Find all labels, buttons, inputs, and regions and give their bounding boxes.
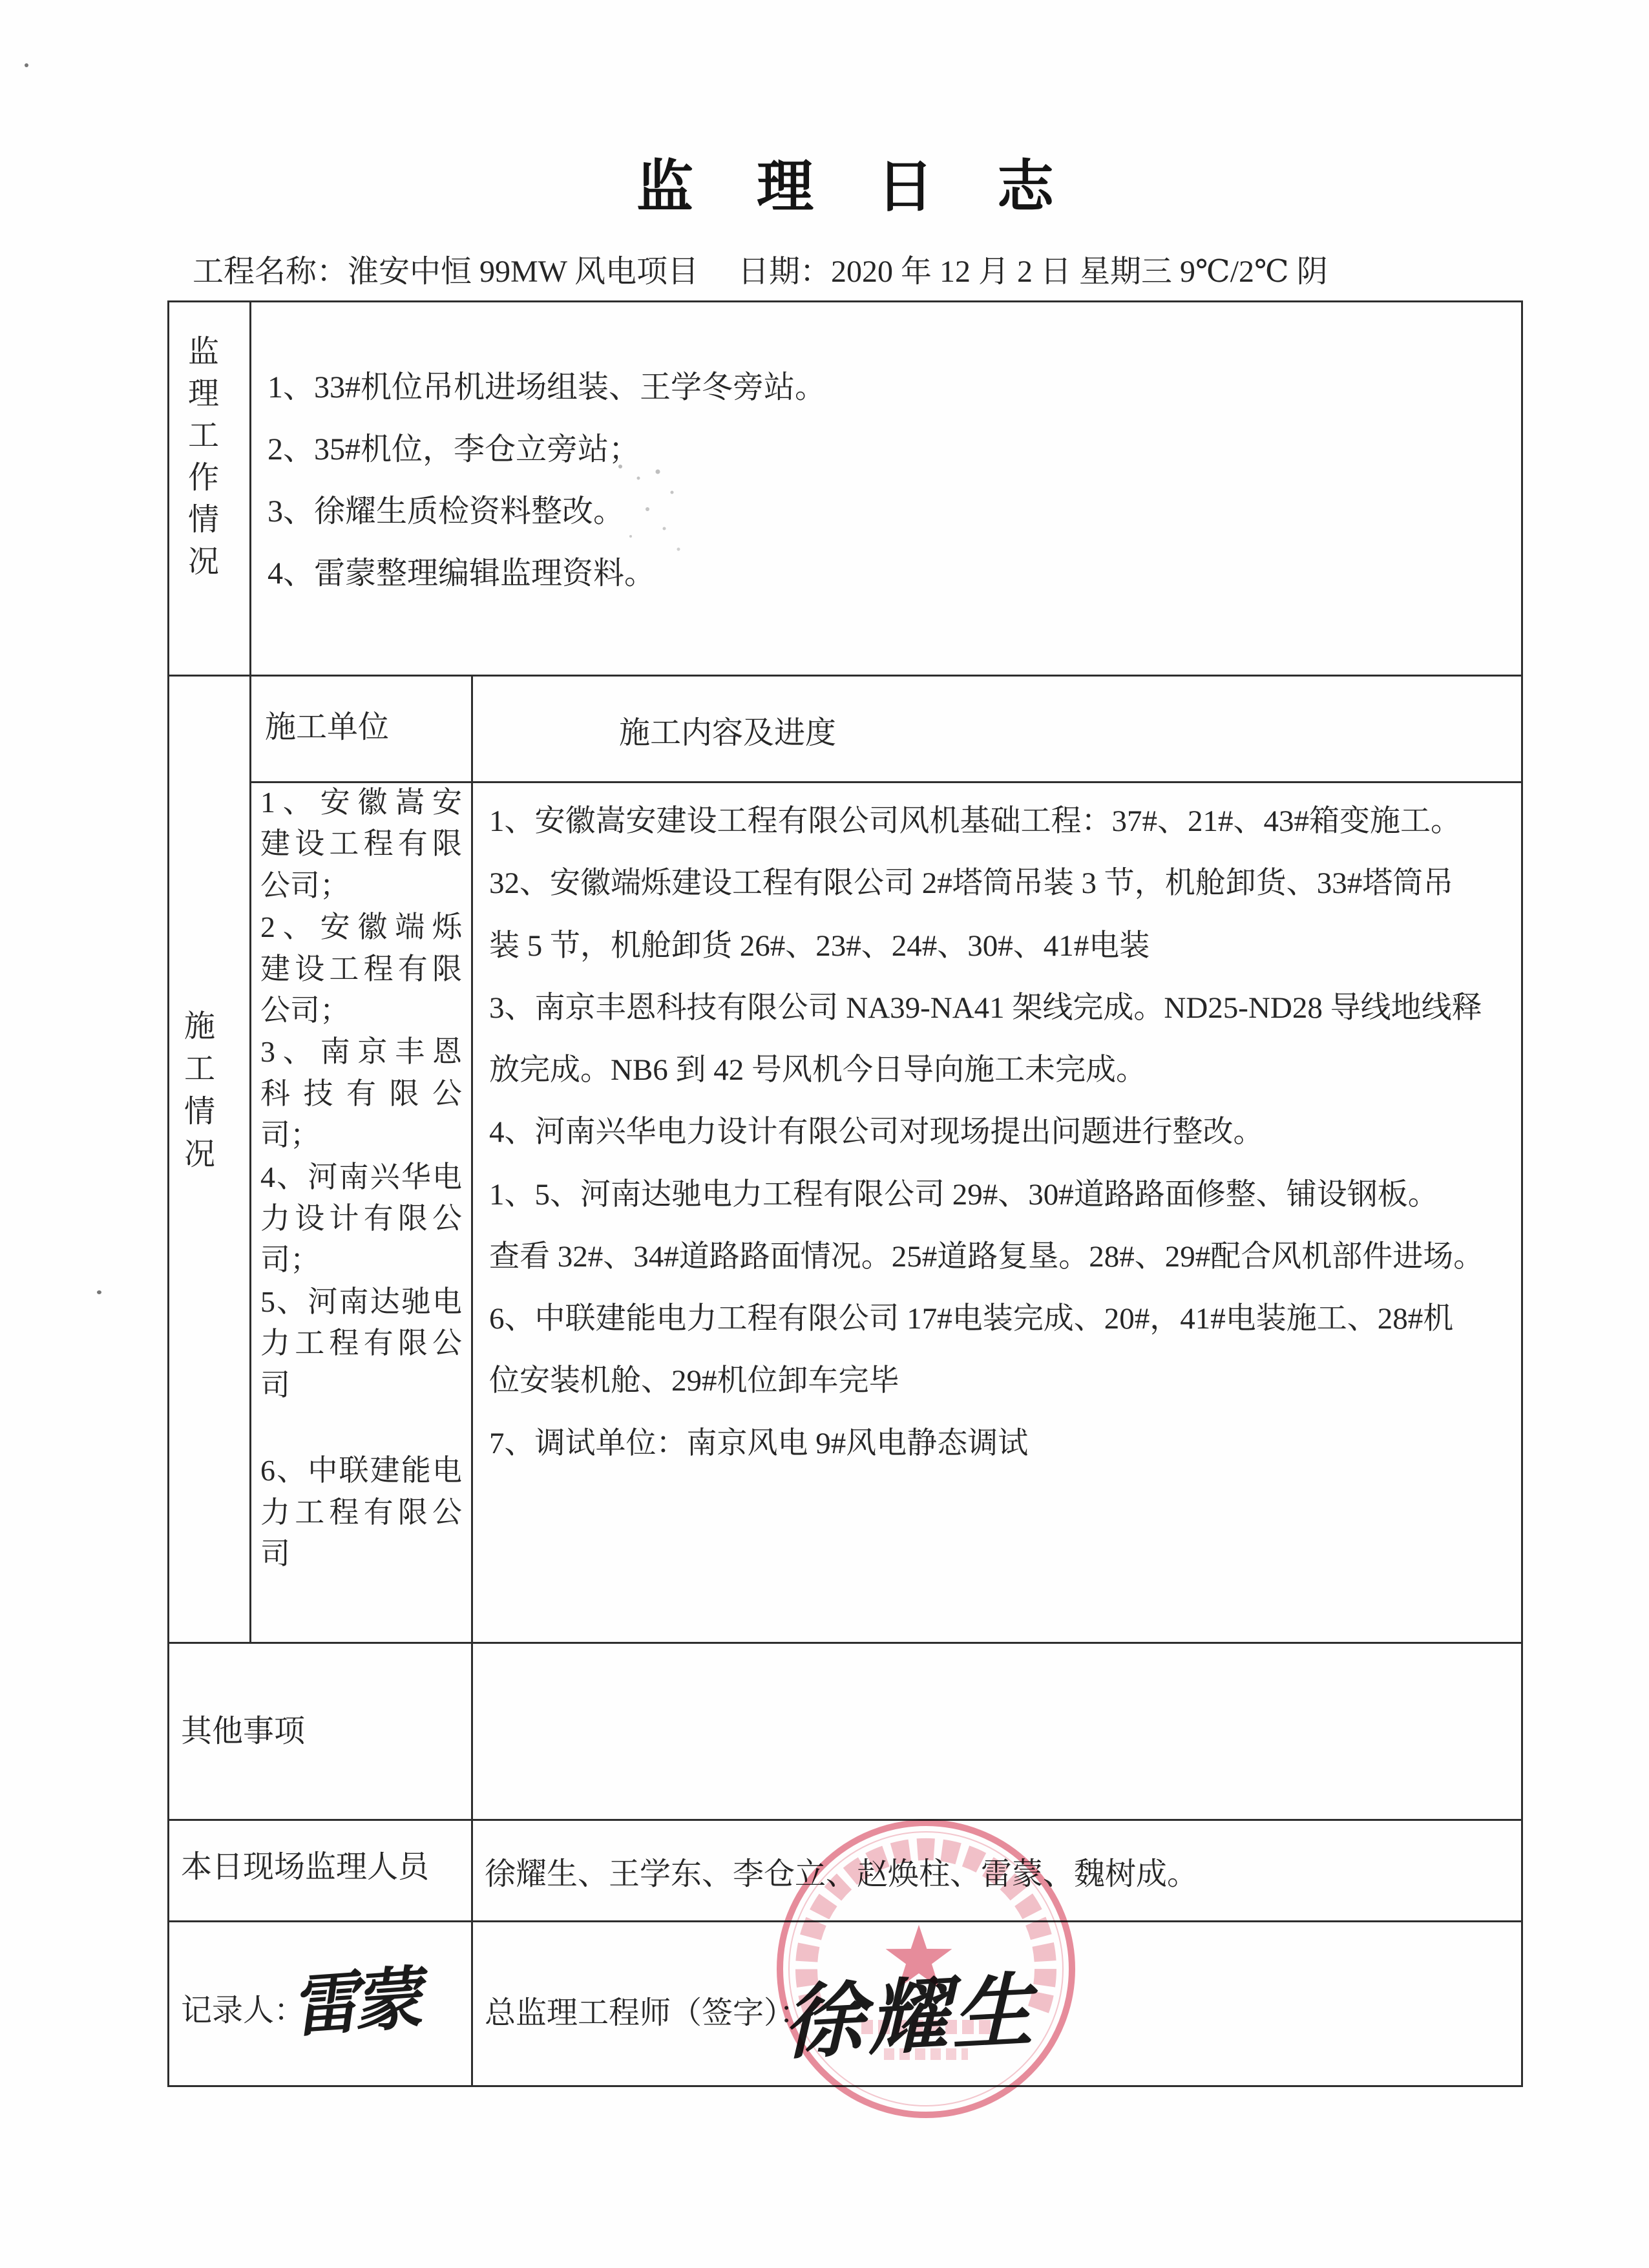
construction-unit-line: 6、中联建能电 — [260, 1454, 462, 1487]
construction-unit — [260, 1031, 462, 1156]
table-border-right — [1521, 300, 1523, 2087]
construction-unit-line: 力工程有限公 — [260, 1327, 462, 1360]
construction-unit-line: 司； — [260, 1118, 320, 1152]
construction-label: 施工情况 — [184, 1009, 215, 1171]
construction-unit-line: 公司； — [260, 868, 350, 902]
onsite-staff-label: 本日现场监理人员 — [181, 1850, 430, 1884]
supervision-work-item: 1、33#机位吊机进场组装、王学冬旁站。 — [268, 370, 826, 404]
progress-cell — [472, 782, 1521, 1643]
official-seal — [771, 1814, 1081, 2124]
construction-unit-line: 建设工程有限 — [260, 952, 462, 985]
progress-line: 1、5、河南达驰电力工程有限公司 29#、30#道路路面修整、铺设钢板。 — [489, 1177, 1438, 1212]
supervision-work-label: 监理工作情况 — [187, 335, 219, 579]
construction-unit-line: 力设计有限公 — [260, 1202, 462, 1235]
log-date: 日期：2020 年 12 月 2 日 星期三 9℃/2℃ 阴 — [738, 255, 1328, 289]
unit-cell — [250, 782, 472, 1643]
recorder-label: 记录人： — [181, 1993, 306, 2028]
seal-arc-lettering-texture — [806, 1849, 1045, 2010]
progress-line: 7、调试单位：南京风电 9#风电静态调试 — [489, 1426, 1029, 1460]
supervision-work-item: 2、35#机位，李仓立旁站； — [268, 432, 640, 467]
construction-unit-line: 公司； — [260, 994, 350, 1027]
construction-unit-line: 科技有限公 — [260, 1076, 462, 1110]
construction-unit-line: 2、安徽端烁 — [260, 910, 462, 944]
construction-unit-list — [260, 782, 462, 1575]
supervision-work-list — [268, 357, 826, 605]
supervision-work-item: 3、徐耀生质检资料整改。 — [268, 494, 625, 529]
progress-line: 位安装机舱、29#机位卸车完毕 — [489, 1364, 899, 1398]
scan-speck — [97, 1290, 101, 1294]
progress-line: 32、安徽端烁建设工程有限公司 2#塔筒吊装 3 节，机舱卸货、33#塔筒吊 — [489, 866, 1454, 901]
other-matters-content-cell — [472, 1643, 1521, 1820]
construction-unit-line: 4、河南兴华电 — [260, 1160, 462, 1193]
construction-unit — [260, 782, 462, 907]
other-matters-label: 其他事项 — [181, 1714, 306, 1748]
construction-unit-line: 1、安徽嵩安 — [260, 786, 462, 819]
construction-unit-line: 建设工程有限 — [260, 827, 462, 861]
construction-label-cell — [168, 675, 250, 1643]
progress-line: 装 5 节，机舱卸货 26#、23#、24#、30#、41#电装 — [489, 929, 1150, 963]
progress-line: 放完成。NB6 到 42 号风机今日导向施工未完成。 — [489, 1053, 1147, 1087]
construction-unit-line: 5、河南达驰电 — [260, 1285, 462, 1318]
seal-star — [886, 1925, 952, 1988]
construction-unit — [260, 1157, 462, 1281]
construction-unit — [260, 1450, 462, 1575]
progress-column-header: 施工内容及进度 — [619, 716, 837, 750]
project-name: 工程名称：淮安中恒 99MW 风电项目 — [193, 255, 699, 289]
progress-line: 3、南京丰恩科技有限公司 NA39-NA41 架线完成。ND25-ND28 导线地线释 — [489, 991, 1482, 1025]
scan-speck — [25, 63, 28, 67]
progress-list — [489, 790, 1484, 1475]
construction-unit — [260, 1281, 462, 1406]
supervision-work-item: 4、雷蒙整理编辑监理资料。 — [268, 556, 656, 591]
construction-unit-line: 力工程有限公 — [260, 1495, 462, 1529]
unit-column-header: 施工单位 — [265, 710, 390, 744]
chief-engineer-label: 总监理工程师（签字）： — [485, 1996, 811, 2030]
onsite-staff-names: 徐耀生、王学东、李仓立、赵焕柱、雷蒙、魏树成。 — [485, 1857, 1199, 1891]
chief-engineer-signature: 徐耀生 — [779, 1966, 1054, 2070]
construction-unit-line: 司 — [260, 1537, 290, 1570]
supervision-work-label-cell — [168, 301, 250, 675]
unit-header-cell — [250, 675, 472, 782]
progress-line: 1、安徽嵩安建设工程有限公司风机基础工程：37#、21#、43#箱变施工。 — [489, 804, 1461, 838]
progress-line: 6、中联建能电力工程有限公司 17#电装完成、20#，41#电装施工、28#机 — [489, 1302, 1454, 1336]
recorder-cell — [168, 1921, 472, 2086]
progress-line: 查看 32#、34#道路路面情况。25#道路复垦。28#、29#配合风机部件进场。 — [489, 1239, 1484, 1274]
recorder-signature: 雷蒙 — [291, 1960, 428, 2046]
progress-header-cell — [472, 675, 1521, 782]
progress-line: 4、河南兴华电力设计有限公司对现场提出问题进行整改。 — [489, 1115, 1264, 1150]
construction-unit-line: 司； — [260, 1243, 320, 1277]
other-matters-label-cell — [168, 1643, 472, 1820]
construction-unit-line: 司 — [260, 1368, 290, 1402]
construction-unit — [260, 907, 462, 1031]
onsite-staff-label-cell — [168, 1820, 472, 1921]
page-title: 监 理 日 志 — [636, 156, 1079, 219]
supervision-work-content-cell — [250, 301, 1521, 675]
construction-unit-line: 3、南京丰恩 — [260, 1035, 462, 1069]
